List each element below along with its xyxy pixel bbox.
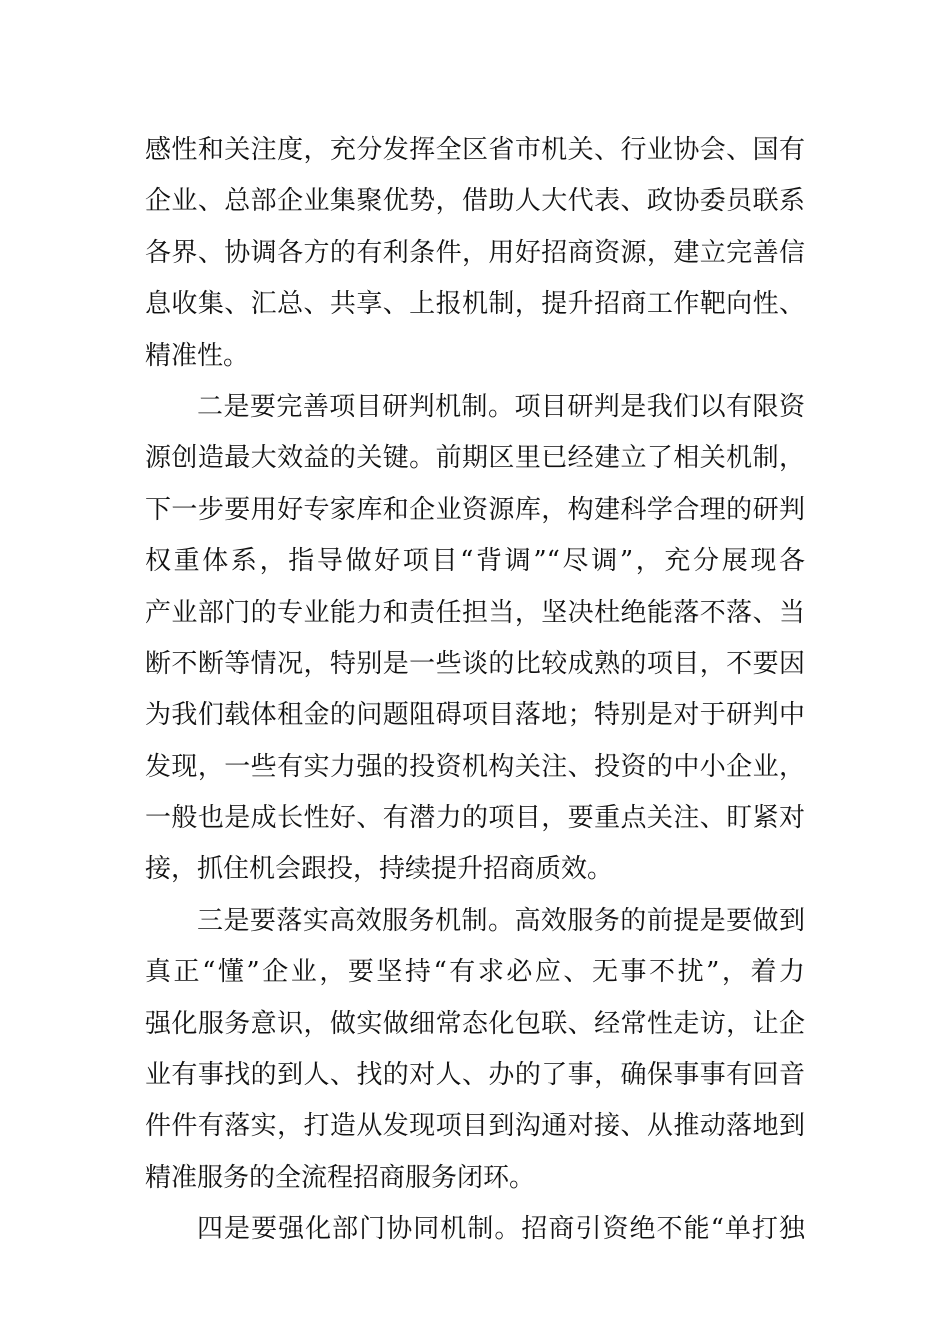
text-line: 发现，一些有实力强的投资机构关注、投资的中小企业， (145, 751, 805, 782)
paragraph-3 (145, 896, 805, 1204)
text-line: 强化服务意识，做实做细常态化包联、经常性走访，让企 (145, 1008, 805, 1039)
text-line: 源创造最大效益的关键。前期区里已经建立了相关机制， (145, 443, 805, 474)
text-line: 产业部门的专业能力和责任担当，坚决杜绝能落不落、当 (145, 597, 805, 628)
text-line: 下一步要用好专家库和企业资源库，构建科学合理的研判 (145, 494, 805, 525)
text-line: 息收集、汇总、共享、上报机制，提升招商工作靶向性、 (145, 289, 805, 320)
text-line: 精准性。 (145, 340, 250, 371)
text-line: 接，抓住机会跟投，持续提升招商质效。 (145, 854, 614, 885)
text-line: 各界、协调各方的有利条件，用好招商资源，建立完善信 (145, 237, 805, 268)
text-line: 一般也是成长性好、有潜力的项目，要重点关注、盯紧对 (145, 803, 805, 834)
paragraph-4 (145, 1204, 805, 1255)
text-line: 真正“懂”企业，要坚持“有求必应、无事不扰”，着力 (145, 957, 805, 988)
text-line: 四是要强化部门协同机制。招商引资绝不能“单打独 (197, 1214, 805, 1245)
text-line: 件件有落实，打造从发现项目到沟通对接、从推动落地到 (145, 1111, 805, 1142)
text-line: 业有事找的到人、找的对人、办的了事，确保事事有回音 (145, 1060, 805, 1091)
paragraph-1 (145, 125, 805, 382)
text-line: 企业、总部企业集聚优势，借助人大代表、政协委员联系 (145, 186, 805, 217)
paragraph-2 (145, 382, 805, 896)
document-body (145, 125, 805, 1256)
text-line: 二是要完善项目研判机制。项目研判是我们以有限资 (197, 391, 805, 422)
text-line: 为我们载体租金的问题阻碍项目落地；特别是对于研判中 (145, 700, 805, 731)
text-line: 权重体系，指导做好项目“背调”“尽调”，充分展现各 (145, 546, 805, 577)
text-line: 感性和关注度，充分发挥全区省市机关、行业协会、国有 (145, 135, 805, 165)
text-line: 精准服务的全流程招商服务闭环。 (145, 1162, 536, 1193)
text-line: 三是要落实高效服务机制。高效服务的前提是要做到 (197, 905, 805, 936)
text-line: 断不断等情况，特别是一些谈的比较成熟的项目，不要因 (145, 648, 805, 679)
